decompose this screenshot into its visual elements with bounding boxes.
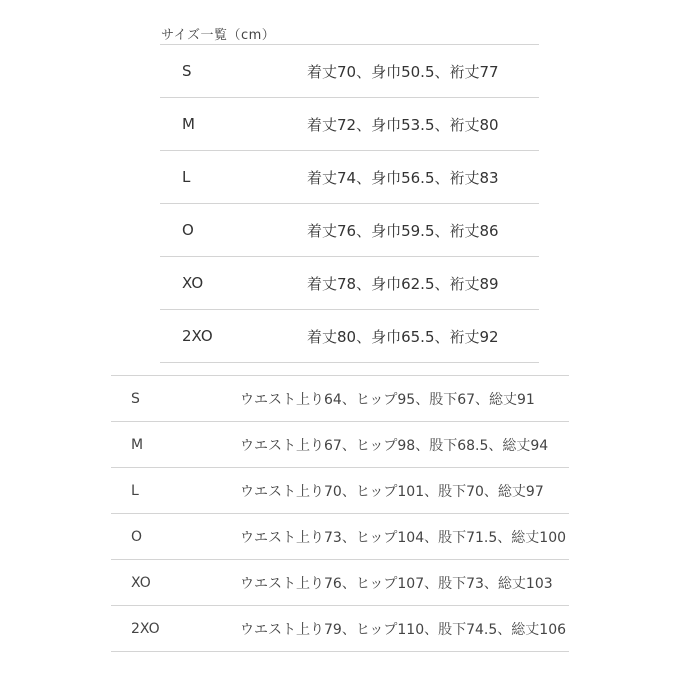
measurements-text: 着丈80、身巾65.5、裄丈92 <box>307 327 499 346</box>
size-label: 2XO <box>131 620 160 637</box>
table-row <box>160 98 539 151</box>
size-label: XO <box>182 274 204 292</box>
table-row <box>160 151 539 204</box>
table-row <box>160 45 539 98</box>
size-label: L <box>131 482 139 499</box>
bottoms-size-table <box>111 375 569 652</box>
table-row <box>111 560 569 606</box>
measurements-text: ウエスト上り64、ヒップ95、股下67、総丈91 <box>240 391 535 408</box>
size-label: O <box>182 221 194 239</box>
measurements-text: ウエスト上り70、ヒップ101、股下70、総丈97 <box>240 483 544 500</box>
measurements-text: ウエスト上り67、ヒップ98、股下68.5、総丈94 <box>240 437 549 454</box>
size-label: M <box>131 436 144 453</box>
measurements-text: 着丈74、身巾56.5、裄丈83 <box>307 168 499 187</box>
table-row <box>111 422 569 468</box>
size-label: M <box>182 115 195 133</box>
size-label: 2XO <box>182 327 213 345</box>
measurements-text: 着丈72、身巾53.5、裄丈80 <box>307 115 499 134</box>
table-row <box>160 204 539 257</box>
size-label: O <box>131 528 143 545</box>
table-row <box>111 376 569 422</box>
size-label: S <box>182 62 192 80</box>
table-row <box>111 514 569 560</box>
table-row <box>111 468 569 514</box>
measurements-text: ウエスト上り76、ヒップ107、股下73、総丈103 <box>240 575 553 592</box>
measurements-text: ウエスト上り73、ヒップ104、股下71.5、総丈100 <box>240 529 567 546</box>
table-row <box>111 606 569 652</box>
measurements-text: 着丈76、身巾59.5、裄丈86 <box>307 221 499 240</box>
measurements-text: 着丈78、身巾62.5、裄丈89 <box>307 274 499 293</box>
measurements-text: ウエスト上り79、ヒップ110、股下74.5、総丈106 <box>240 621 567 638</box>
size-label: L <box>182 168 191 186</box>
table-row <box>160 257 539 310</box>
size-chart-caption: サイズ一覧（cm） <box>161 28 276 43</box>
size-label: S <box>131 390 140 407</box>
table-row <box>160 310 539 363</box>
measurements-text: 着丈70、身巾50.5、裄丈77 <box>307 62 499 81</box>
tops-size-table <box>160 44 539 363</box>
size-label: XO <box>131 574 151 591</box>
